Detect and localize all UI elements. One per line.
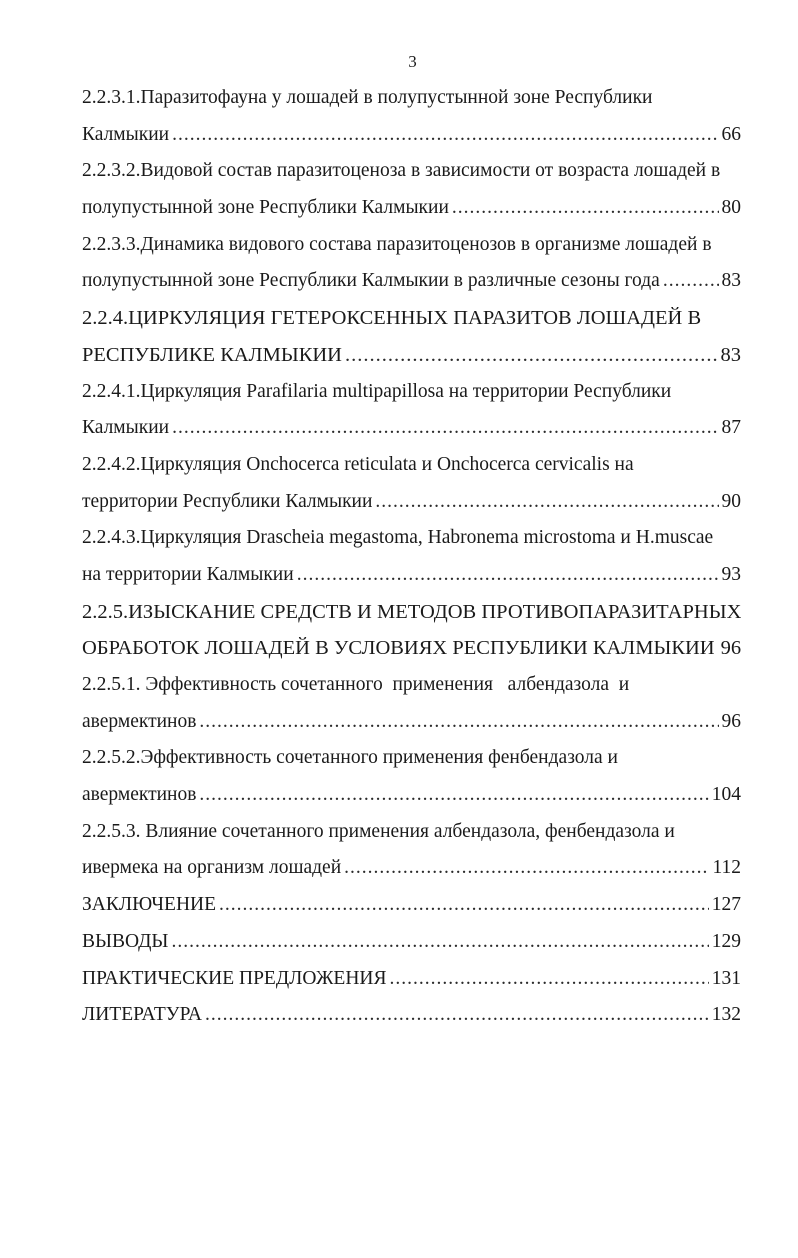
dot-leader	[344, 850, 709, 887]
toc-entry-text: ПРАКТИЧЕСКИЕ ПРЕДЛОЖЕНИЯ	[82, 967, 387, 989]
toc-entry	[82, 997, 741, 1034]
dot-leader	[199, 777, 708, 814]
toc-entry-text: 2.2.4.3.Циркуляция Drascheia megastoma, Habronema microstoma и H.muscae	[82, 527, 714, 549]
toc-page-number: 83	[720, 343, 741, 366]
toc-entry-text: полупустынной зоне Республики Калмыкии	[82, 197, 449, 219]
toc-entry-text: ивермека на организм лошадей	[82, 857, 342, 879]
toc-page-number: 112	[712, 857, 741, 879]
toc-page-number: 132	[711, 1004, 741, 1026]
dot-leader	[199, 704, 718, 741]
toc-entry-text: ЗАКЛЮЧЕНИЕ	[82, 894, 217, 916]
toc-entry-text: на территории Калмыкии	[82, 563, 294, 585]
toc-entry	[82, 814, 741, 887]
toc-entry-text: 2.2.4.ЦИРКУЛЯЦИЯ ГЕТЕРОКСЕННЫХ ПАРАЗИТОВ ЛОШАДЕЙ В	[82, 307, 702, 330]
dot-leader	[172, 410, 718, 447]
toc-entry	[82, 227, 741, 300]
toc-page-number: 87	[721, 417, 741, 439]
toc-entry	[82, 447, 741, 520]
table-of-contents	[82, 80, 741, 1034]
toc-page-number: 80	[721, 197, 741, 219]
toc-page-number: 83	[721, 270, 741, 292]
toc-entry-text: 2.2.4.2.Циркуляция Onchocerca reticulata и Onchocerca cervicalis на	[82, 453, 634, 475]
toc-entry-text: Калмыкии	[82, 123, 170, 145]
toc-entry-text: 2.2.3.1.Паразитофауна у лошадей в полупустынной зоне Республики	[82, 87, 653, 108]
toc-page-number: 129	[711, 930, 741, 952]
toc-page-number: 131	[711, 967, 741, 989]
toc-entry	[82, 374, 741, 447]
dot-leader	[171, 924, 708, 961]
toc-entry	[82, 887, 741, 924]
toc-entry	[82, 520, 741, 593]
toc-entry	[82, 740, 741, 813]
dot-leader	[375, 484, 718, 521]
toc-page-number: 127	[711, 894, 741, 916]
toc-entry-text: ОБРАБОТОК ЛОШАДЕЙ В УСЛОВИЯХ РЕСПУБЛИКИ КАЛМЫКИИ	[82, 637, 715, 660]
dot-leader	[452, 190, 719, 227]
dot-leader	[219, 887, 709, 924]
toc-entry-text: территории Республики Калмыкии	[82, 490, 373, 512]
toc-entry	[82, 924, 741, 961]
toc-entry	[82, 153, 741, 226]
toc-page-number: 93	[721, 563, 741, 585]
dot-leader	[390, 961, 709, 998]
toc-entry-text: авермектинов	[82, 710, 197, 732]
dot-leader	[663, 263, 719, 300]
toc-entry-text: полупустынной зоне Республики Калмыкии в различные сезоны года	[82, 270, 660, 292]
toc-entry-text: 2.2.5.ИЗЫСКАНИЕ СРЕДСТВ И МЕТОДОВ ПРОТИВОПАРАЗИТАРНЫХ	[82, 600, 741, 623]
toc-page-number: 96	[720, 637, 742, 660]
toc-entry-text: 2.2.3.3.Динамика видового состава паразитоценозов в организме лошадей в	[82, 233, 712, 255]
toc-entry	[82, 80, 741, 153]
toc-entry	[82, 300, 741, 373]
dot-leader	[172, 117, 718, 154]
toc-entry-text: 2.2.4.1.Циркуляция Parafilaria multipapillosa на территории Республики	[82, 380, 672, 402]
toc-entry-text: ЛИТЕРАТУРА	[82, 1004, 202, 1026]
toc-entry-text: 2.2.5.3. Влияние сочетанного применения албендазола, фенбендазола и	[82, 820, 675, 842]
toc-entry	[82, 961, 741, 998]
dot-leader	[345, 337, 718, 374]
toc-entry-text: 2.2.5.2.Эффективность сочетанного применения фенбендазола и	[82, 747, 618, 769]
toc-page-number: 90	[721, 490, 741, 512]
toc-entry-text: 2.2.5.1. Эффективность сочетанного применения албендазола и	[82, 674, 630, 695]
page-number: 3	[408, 52, 417, 71]
dot-leader	[297, 557, 719, 594]
toc-page-number: 104	[711, 784, 741, 806]
toc-entry-text: Калмыкии	[82, 417, 170, 439]
toc-entry	[82, 594, 741, 667]
toc-entry-text: авермектинов	[82, 784, 197, 806]
toc-entry-text: РЕСПУБЛИКЕ КАЛМЫКИИ	[82, 343, 342, 366]
toc-entry-text: 2.2.3.2.Видовой состав паразитоценоза в зависимости от возраста лошадей в	[82, 160, 721, 182]
toc-page-number: 66	[721, 123, 741, 145]
toc-page-number: 96	[721, 710, 741, 732]
toc-entry-text: ВЫВОДЫ	[82, 930, 169, 952]
toc-entry	[82, 667, 741, 740]
dot-leader	[205, 997, 709, 1034]
